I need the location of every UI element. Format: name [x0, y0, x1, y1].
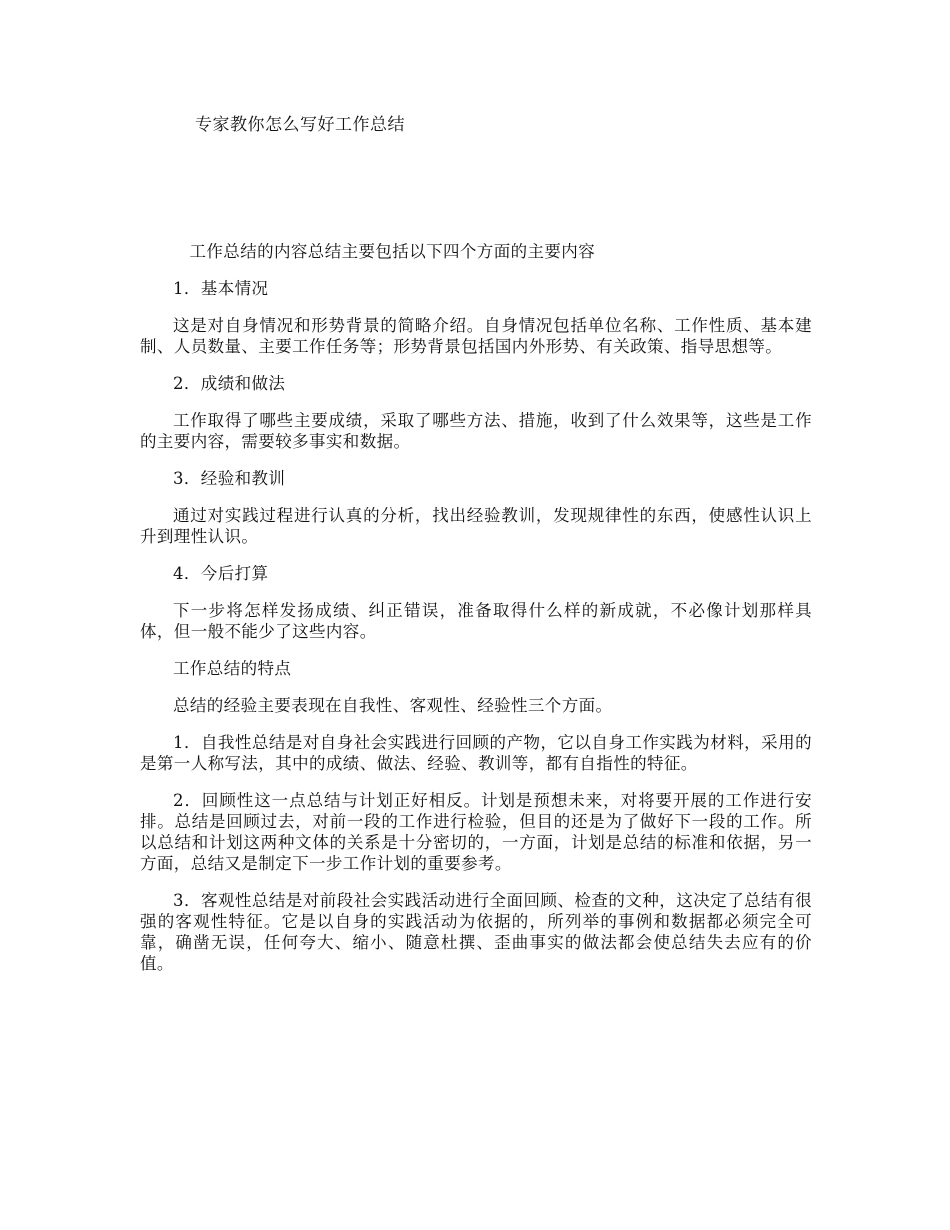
heading-characteristics: 工作总结的特点: [173, 659, 292, 678]
document-body: [140, 241, 812, 990]
document-title: 专家教你怎么写好工作总结: [195, 115, 405, 135]
paragraph-characteristics-summary: 总结的经验主要表现在自我性、客观性、经验性三个方面。: [173, 696, 613, 715]
heading-basic-situation: 1．基本情况: [173, 279, 269, 298]
paragraph-future-plans: 下一步将怎样发扬成绩、纠正错误，准备取得什么样的新成就，不必像计划那样具体，但一般不能少了这些内容。: [140, 601, 812, 641]
heading-achievements: 2．成绩和做法: [173, 374, 286, 393]
paragraph-objective-nature: 3．客观性总结是对前段社会实践活动进行全面回顾、检查的文种，这决定了总结有很强的客观性特征。它是以自身的实践活动为依据的，所列举的事例和数据都必须完全可靠，确凿无误，任何夸大、缩小、随意杜撰、歪曲事实的做法都会使总结失去应有的价值。: [140, 891, 812, 973]
paragraph-achievements: 工作取得了哪些主要成绩，采取了哪些方法、措施，收到了什么效果等，这些是工作的主要内容，需要较多事实和数据。: [140, 411, 812, 451]
paragraph-retrospective-nature: 2．回顾性这一点总结与计划正好相反。计划是预想未来，对将要开展的工作进行安排。总结是回顾过去，对前一段的工作进行检验，但目的还是为了做好下一段的工作。所以总结和计划这两种文体的关系是十分密切的，一方面，计划是总结的标准和依据，另一方面，总结又是制定下一步工作计划的重要参考。: [140, 791, 812, 873]
paragraph-experience: 通过对实践过程进行认真的分析，找出经验教训，发现规律性的东西，使感性认识上升到理性认识。: [140, 506, 812, 546]
paragraph-basic-situation: 这是对自身情况和形势背景的简略介绍。自身情况包括单位名称、工作性质、基本建制、人员数量、主要工作任务等；形势背景包括国内外形势、有关政策、指导思想等。: [140, 316, 812, 356]
heading-future-plans: 4．今后打算: [173, 564, 269, 583]
heading-experience: 3．经验和教训: [173, 469, 286, 488]
paragraph-intro: 工作总结的内容总结主要包括以下四个方面的主要内容: [189, 242, 596, 261]
paragraph-self-nature: 1．自我性总结是对自身社会实践进行回顾的产物，它以自身工作实践为材料，采用的是第一人称写法，其中的成绩、做法、经验、教训等，都有自指性的特征。: [140, 733, 812, 773]
